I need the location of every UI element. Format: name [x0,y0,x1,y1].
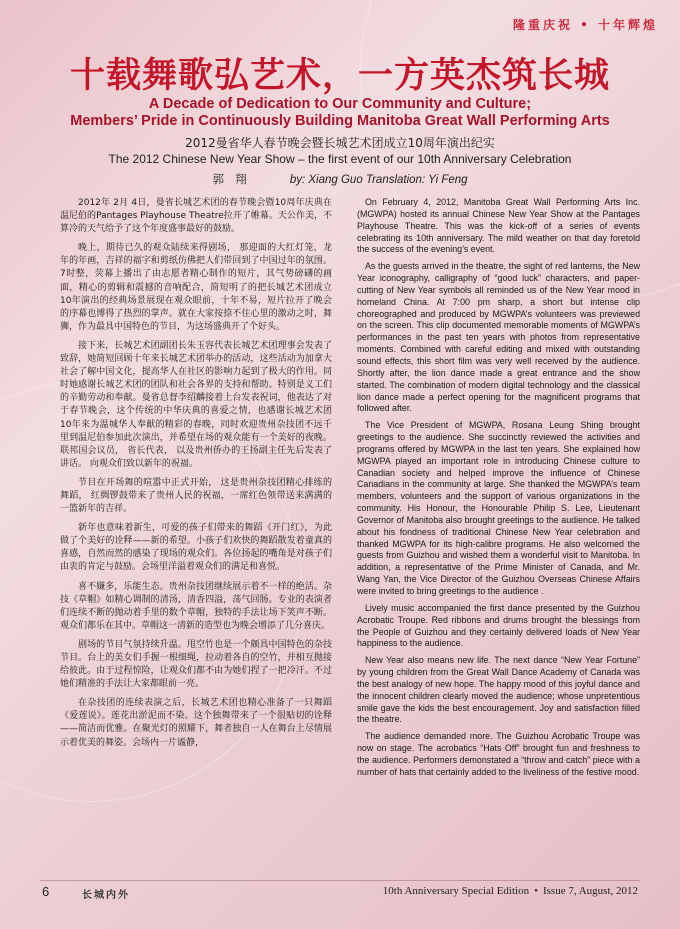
issue-label: Issue 7, August, 2012 [542,885,638,897]
issue-info [383,885,638,897]
article-paragraph-en: Lively music accompanied the first dance presented by the Guizhou Acrobatic Troupe. Red ribbons and drums brought the blessings from the People of Guizhou and they certainly delivered loads of New Year happiness to the audience. [357,602,640,649]
article-column-en [357,197,640,887]
subtitle-zh: 2012曼省华人春节晚会暨长城艺术团成立10周年演出纪实 [185,136,495,150]
page-title-zh: 十载舞歌弘艺术，一方英杰筑长城 [69,56,610,96]
page-title-en-line2: Members’ Pride in Continuously Building Manitoba Great Wall Performing Arts [70,113,610,129]
article-paragraph-en: New Year also means new life. The next dance “New Year Fortune” by young children from the Great Wall Dance Academy of Canada was the best analogy of new hope. The happy mood of this joyful dance and the innocent children clearly moved the audience; whose unpretentious smile gave the kids the best encouragement. Joy and satisfaction filled the theatre. [357,655,640,725]
page-title-en-line1: A Decade of Dedication to Our Community and Culture; [148,96,532,112]
magazine-name: 长城内外 [82,890,130,901]
byline-author-en: by: Xiang Guo Translation: Yi Feng [289,174,468,186]
article-paragraph-zh: 2012年 2月 4日，曼省长城艺术团的春节晚会暨10周年庆典在温尼伯的Pantages Playhouse Theatre拉开了帷幕。天公作美，不算冷的天气给予了这个年度盛事最好的鼓励。 [60,198,332,235]
article-paragraph-zh: 节目在开场舞的喧嚣中正式开始， 这是贵州杂技团精心排练的舞蹈， 红绸锣鼓带来了贵州人民的祝福，一席红色领带送来满满的一篮新年的吉祥。 [60,477,332,515]
byline-author-zh: 郭 翔 [212,174,251,186]
page-number: 6 [42,884,50,899]
byline [0,171,680,187]
article-paragraph-en: The audience demanded more. The Guizhou Acrobatic Troupe was now on stage. The acrobatics “Hats Off” brought fun and freshness to the audience. Performers demonstated a “throw and catch” piece with a number of hats that certainly added to the liveliness of the festive mood. [357,731,640,777]
separator-dot: • [534,885,538,897]
article-paragraph-zh: 喜不嫌多，乐能生态。贵州杂技团继续展示着不一样的绝活。杂技《草帽》如精心调制的清汤，清香四溢，荡气回肠。专业的表演者们连续不断的抛动着手里的数个草帽，独特的手法让场下笑声不断。观众们都乐在其中。草帽这一清新的造型也为晚会增添了几分喜庆。 [60,581,332,631]
article-paragraph-en: As the guests arrived in the theatre, the sight of red lanterns, the New Year iconography, calligraphy of “good luck” characters, and paper-cutting of New Year symbols all reminded us of the New Year mood in homeland China. At 7:00 pm sharp, a short but intense clip choreographed and produced by MGWPA’s volunteers was previewed on the screen. This clip documented memorable moments of MGWPA’s performances in the past ten years with photos from representative moments. Combined with careful editing and mixed with outstanding sound effects, this short film was very well received by the audience. Shortly after, the lion dance made a great entrance and the show started. The combination of modern digital technology and the classical lion dance made a perfect opening for the magnificent programs that followed after. [357,261,640,414]
article-paragraph-zh: 晚上，期待已久的观众陆续来得剧场， 那迎面的大红灯笼，龙年的年画，吉祥的福字和剪纸仿佛把人们带回到了中国过年的氛围。7时整，荧幕上播出了由志愿者精心制作的短片，其气势磅礴的画面，精心的剪辑和震撼的音响配合，简短明了的把长城艺术团成立10年演出的经典场景展现在观众眼前，十年不易，短片拉开了晚会的序幕也博得了热烈的掌声。就在大家按捺不住心里的激动之时，舞狮，作为最具中国特色的节目，为这场盛典开了个好头。 [60,243,332,332]
article-paragraph-en: The Vice President of MGWPA, Rosana Leung Shing brought greetings to the audience. She succinctly reviewed the activities and programs offered by MGWPA in the last ten years. She explained how MGWPA played an important role in introducing Chinese culture to Canadian society and helped improve the influence of Chinese Canadians in the community at large. She thanked the MGWPA’s team members, volunteers and the support of various organizations in the community. His Honour, the Honourable Philip S. Lee, Lieutenant Governor of Manitoba also brought greetings to the audience. He talked about his fondness of traditional Chinese New Year celebration and thanked MGWPA for its high-calibre programs. He also welcomed the guests from Guizhou and wished them a wonderful visit to Manitoba. In addition, a representative of the Prime Minister of Canada, and Mr. Wang Yan, the Vice Director of the Guizhou Overseas Chinese Affairs were invited to bring greetings to the audience . [357,420,640,596]
header-celebration-tag: 隆重庆祝 • 十年辉煌 [512,18,658,32]
article-column-zh [60,197,332,887]
article-paragraph-zh: 接下来，长城艺术团副团长朱玉容代表长城艺术团理事会发表了致辞，她简短回顾十年来长城艺术团举办的活动，这些活动为加拿大社会了解中国文化，提高华人在社区的影响力起到了极大的作用。同时她感谢长城艺术团的团队和社会各界的支持和帮助。特别是义工们的辛勤劳动和奉献。曼省总督李绍麟接着上台发表祝词，他表达了对于春节晚会，这个传统的中华庆典的喜爱之情，也感谢长城艺术团10年来为温城华人奉献的精彩的春晚，同时欢迎贵州杂技团不远千里到温尼伯参加此次演出，并希望在场的观众能有一个美好的夜晚。联邦国会议员， 省长代表， 以及贵州侨办的王扬副主任先后发表了讲话。 向观众们致以新年的祝福。 [60,340,332,469]
article-paragraph-zh: 剧场的节目气氛持续升温。甩空竹也是一个颇具中国特色的杂技节目。台上的美女们手握一根细绳，拉动着各自的空竹，并相互抛接给彼此。由于过程惊险，让观众们都不由为她们捏了一把冷汗。不过她们精准的手法让大家都眼前一亮。 [60,639,332,690]
article-paragraph-zh: 在杂技团的连续表演之后，长城艺术团也精心准备了一只舞蹈《爱莲说》。莲花出淤泥而不染。这个独舞带来了一个很贴切的诠释——简洁而优雅。在聚光灯的照耀下，舞者独自一人在舞台上尽情展示着优美的舞姿。会场内一片谧静， [60,698,332,748]
article-paragraph-en: On February 4, 2012, Manitoba Great Wall Performing Arts Inc. (MGWPA) hosted its annual Chinese New Year Show at the Pantages Playhouse Theatre. This was the kick-off of a series of events celebrating its 10th anniversary. The mild weather on that day foretold the success of the evening’s event. [357,197,640,255]
subtitle-en: The 2012 Chinese New Year Show – the first event of our 10th Anniversary Celebration [108,152,572,166]
article-paragraph-zh: 新年也意味着新生，可爱的孩子们带来的舞蹈《开门红》，为此做了个美好的诠释——新的希望。小孩子们欢快的舞蹈散发着童真的喜感，自然而然的感染了现场的观众们。各位扬起的嘴角是对孩子们由衷的肯定与鼓励。会场里洋溢着观众们的满足和喜悦。 [60,523,332,573]
footer-divider [40,880,640,881]
edition-label: 10th Anniversary Special Edition [382,885,530,897]
